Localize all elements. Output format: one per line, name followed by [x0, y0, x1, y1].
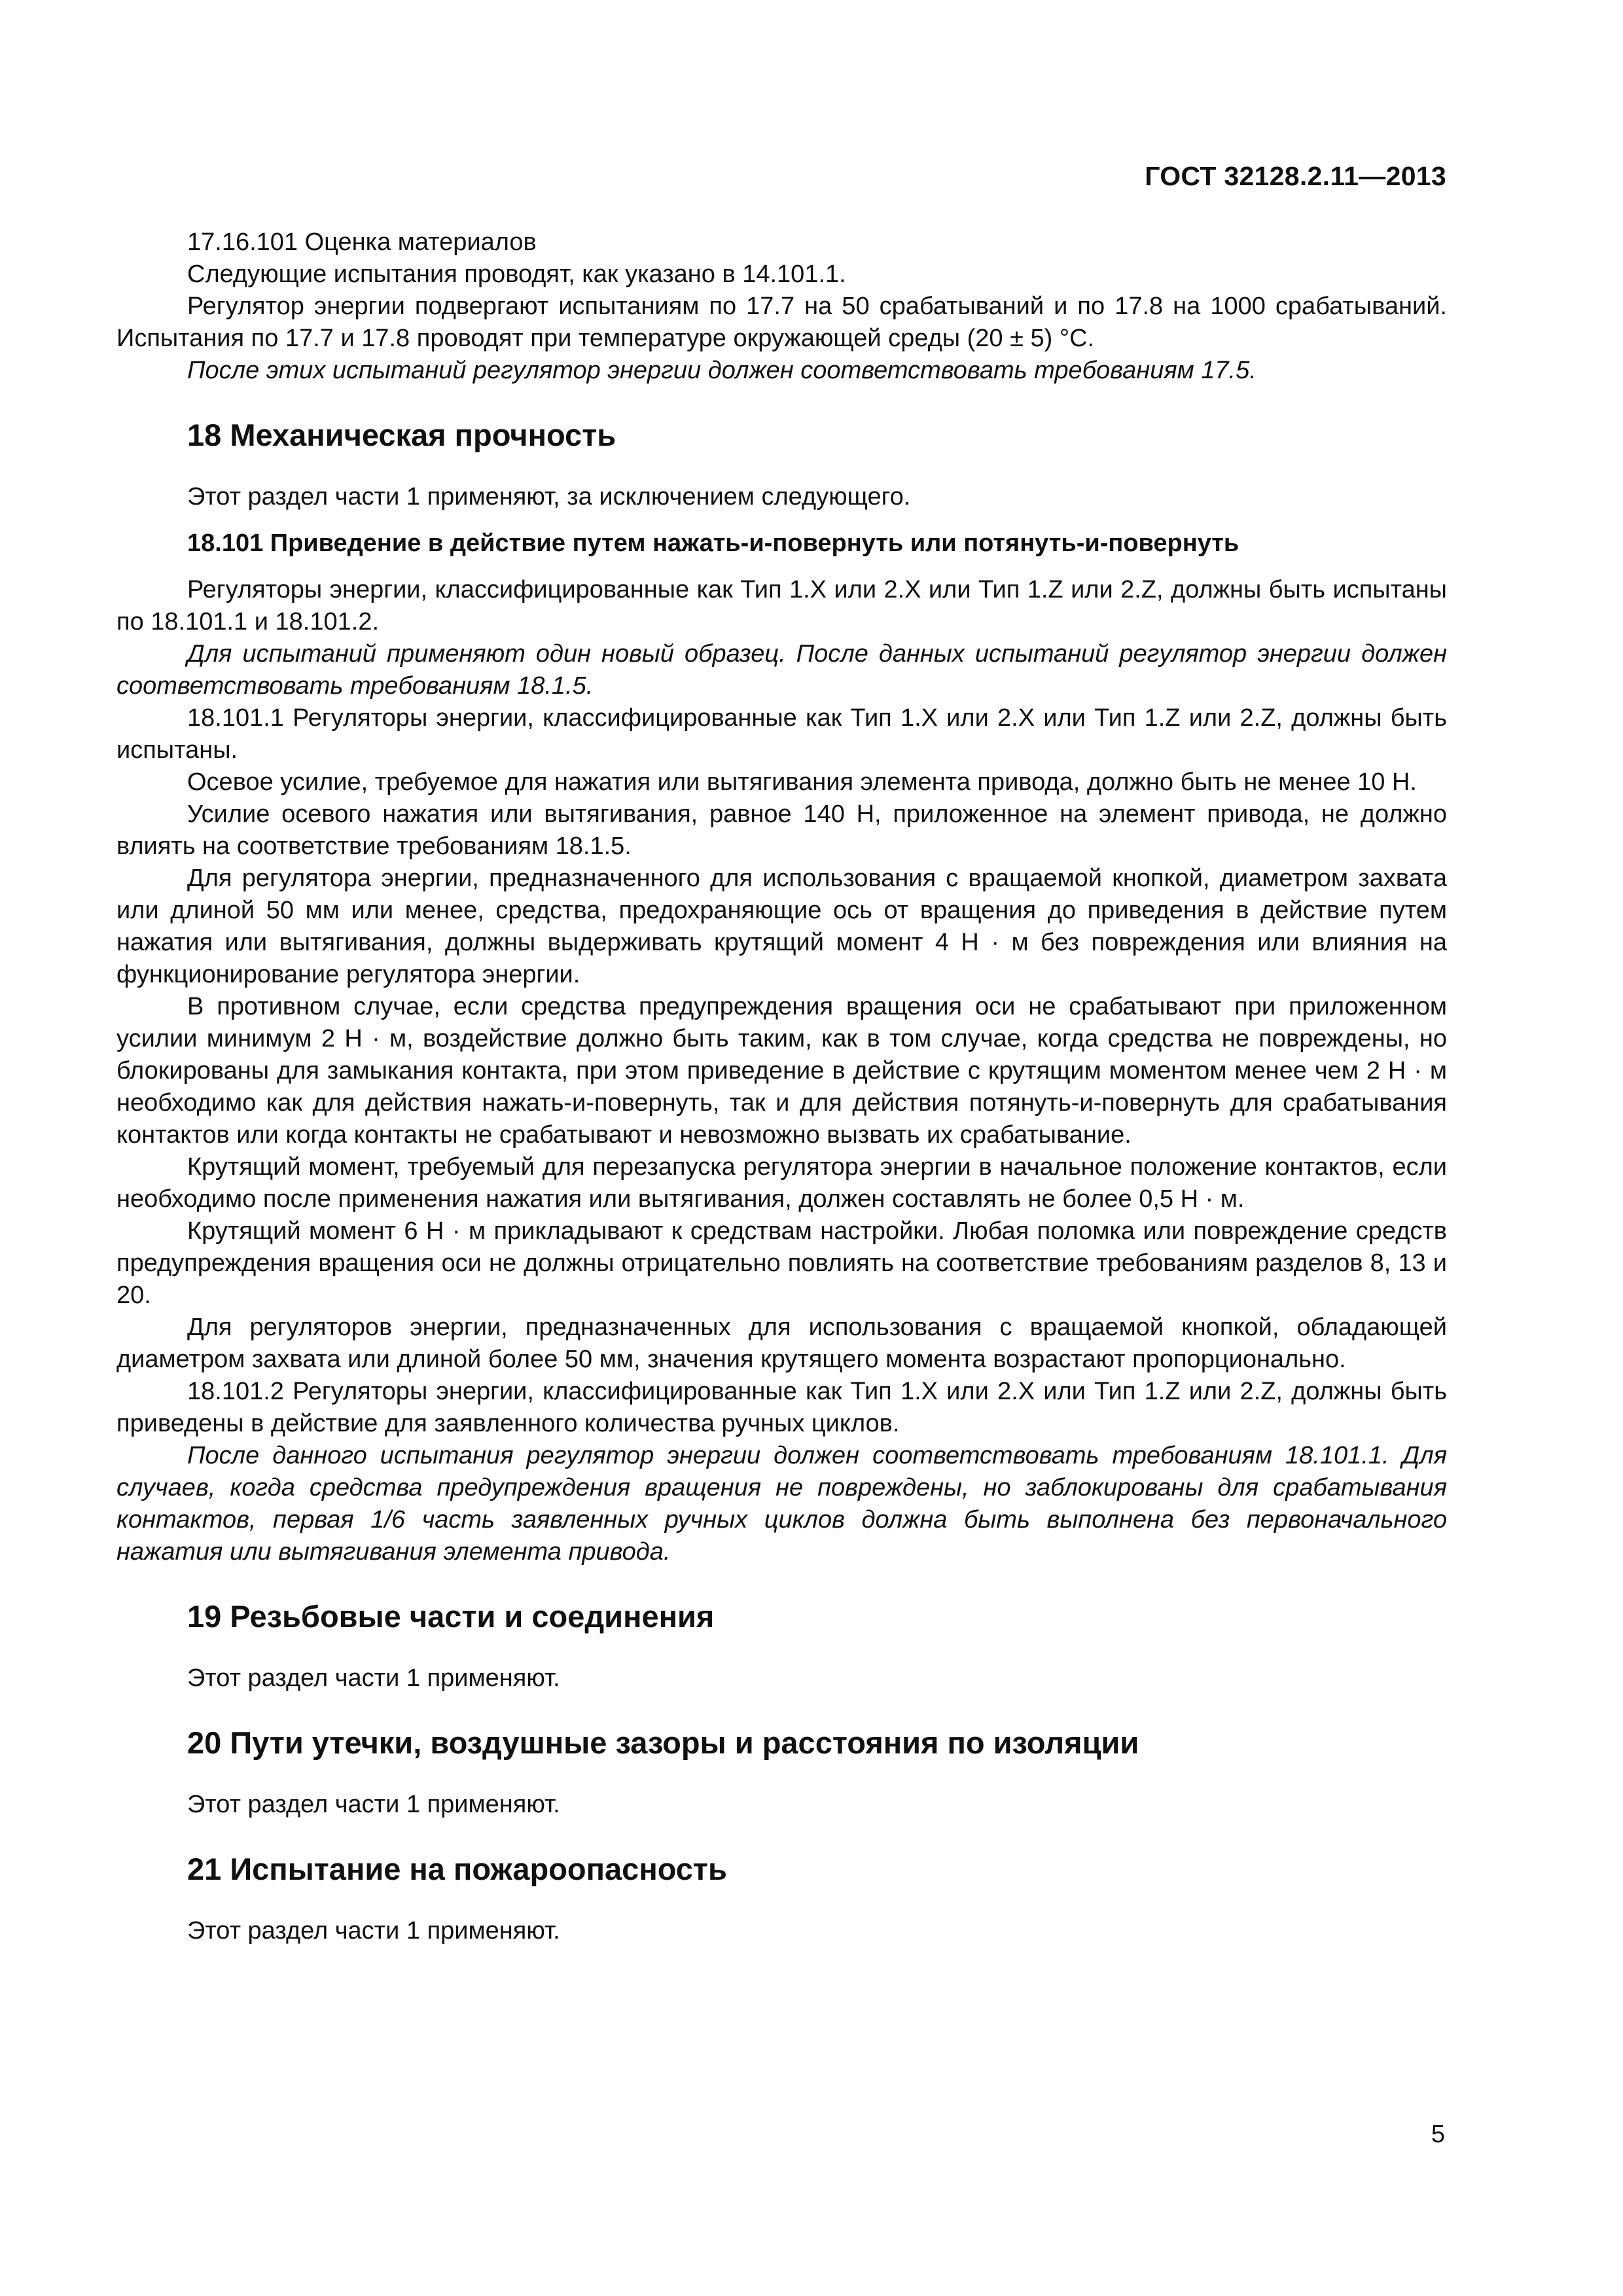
section-heading-21: 21 Испытание на пожароопасность: [187, 1852, 727, 1886]
paragraph: Этот раздел части 1 применяют, за исключением следующего.: [187, 483, 911, 511]
paragraph: Регулятор энергии подвергают испытаниям по 17.7 на 50 срабатываний и по 17.8 на 1000 срабатываний. Испытания по 17.7 и 17.8 проводят при температуре окружающей среды (20 ± 5) °С.: [116, 293, 1447, 352]
subsection-heading-18-101: 18.101 Приведение в действие путем нажать-и-повернуть или потянуть-и-повернуть: [187, 529, 1240, 557]
paragraph: Для регулятора энергии, предназначенного для использования с вращаемой кнопкой, диаметром захвата или длиной 50 мм или менее, средства, предохраняющие ось от вращения до приведения в действие путем нажатия или вытягивания, должны выдерживать крутящий момент 4 Н · м без повреждения или влияния на функционирование регулятора энергии.: [116, 865, 1447, 988]
page-number: 5: [1431, 2121, 1445, 2148]
section-heading-19: 19 Резьбовые части и соединения: [187, 1599, 715, 1634]
paragraph: В противном случае, если средства предупреждения вращения оси не срабатывают при приложенном усилии минимум 2 Н · м, воздействие должно быть таким, как в том случае, когда средства не повреждены, но блокированы для замыкания контакта, при этом приведение в действие с крутящим моментом менее чем 2 Н · м необходимо как для действия нажать-и-повернуть, так и для действия потянуть-и-повернуть для срабатывания контактов или когда контакты не срабатывают и невозможно вызвать их срабатывание.: [116, 993, 1447, 1149]
paragraph: Осевое усилие, требуемое для нажатия или вытягивания элемента привода, должно быть не менее 10 Н.: [187, 768, 1417, 796]
paragraph: Следующие испытания проводят, как указано в 14.101.1.: [187, 260, 846, 288]
italic-paragraph: Для испытаний применяют один новый образец. После данных испытаний регулятор энергии должен соответствовать требованиям 18.1.5.: [116, 640, 1447, 700]
standard-code-header: ГОСТ 32128.2.11—2013: [1145, 161, 1446, 191]
paragraph: Этот раздел части 1 применяют.: [187, 1664, 560, 1692]
paragraph: Этот раздел части 1 применяют.: [187, 1917, 560, 1945]
paragraph: Крутящий момент, требуемый для перезапуска регулятора энергии в начальное положение контактов, если необходимо после применения нажатия или вытягивания, должен составлять не более 0,5 Н · м.: [116, 1153, 1447, 1213]
paragraph: 18.101.1 Регуляторы энергии, классифицированные как Тип 1.X или 2.X или Тип 1.Z или 2.Z, должны быть испытаны.: [116, 704, 1448, 764]
paragraph: Крутящий момент 6 Н · м прикладывают к средствам настройки. Любая поломка или повреждение средств предупреждения вращения оси не должны отрицательно повлиять на соответствие требованиям разделов 8, 13 и 20.: [116, 1217, 1447, 1309]
paragraph: Этот раздел части 1 применяют.: [187, 1791, 560, 1818]
paragraph: 18.101.2 Регуляторы энергии, классифицированные как Тип 1.X или 2.X или Тип 1.Z или 2.Z, должны быть приведены в действие для заявленного количества ручных циклов.: [116, 1378, 1448, 1437]
section-heading-20: 20 Пути утечки, воздушные зазоры и расстояния по изоляции: [187, 1725, 1139, 1760]
clause-17-16-101-title: 17.16.101 Оценка материалов: [187, 228, 537, 256]
document-body: [116, 226, 1447, 1947]
italic-paragraph: После данного испытания регулятор энергии должен соответствовать требованиям 18.101.1. Для случаев, когда средства предупреждения вращения не повреждены, но заблокированы для срабатывания контактов, первая 1/6 часть заявленных ручных циклов должна быть выполнена без первоначального нажатия или вытягивания элемента привода.: [116, 1442, 1447, 1566]
paragraph: Регуляторы энергии, классифицированные как Тип 1.X или 2.X или Тип 1.Z или 2.Z, должны быть испытаны по 18.101.1 и 18.101.2.: [116, 576, 1447, 636]
section-heading-18: 18 Механическая прочность: [187, 418, 616, 452]
paragraph: Для регуляторов энергии, предназначенных для использования с вращаемой кнопкой, обладающей диаметром захвата или длиной более 50 мм, значения крутящего момента возрастают пропорционально.: [116, 1314, 1447, 1373]
paragraph: Усилие осевого нажатия или вытягивания, равное 140 Н, приложенное на элемент привода, не должно влиять на соответствие требованиям 18.1.5.: [116, 800, 1447, 860]
italic-paragraph: После этих испытаний регулятор энергии должен соответствовать требованиям 17.5.: [187, 357, 1257, 384]
